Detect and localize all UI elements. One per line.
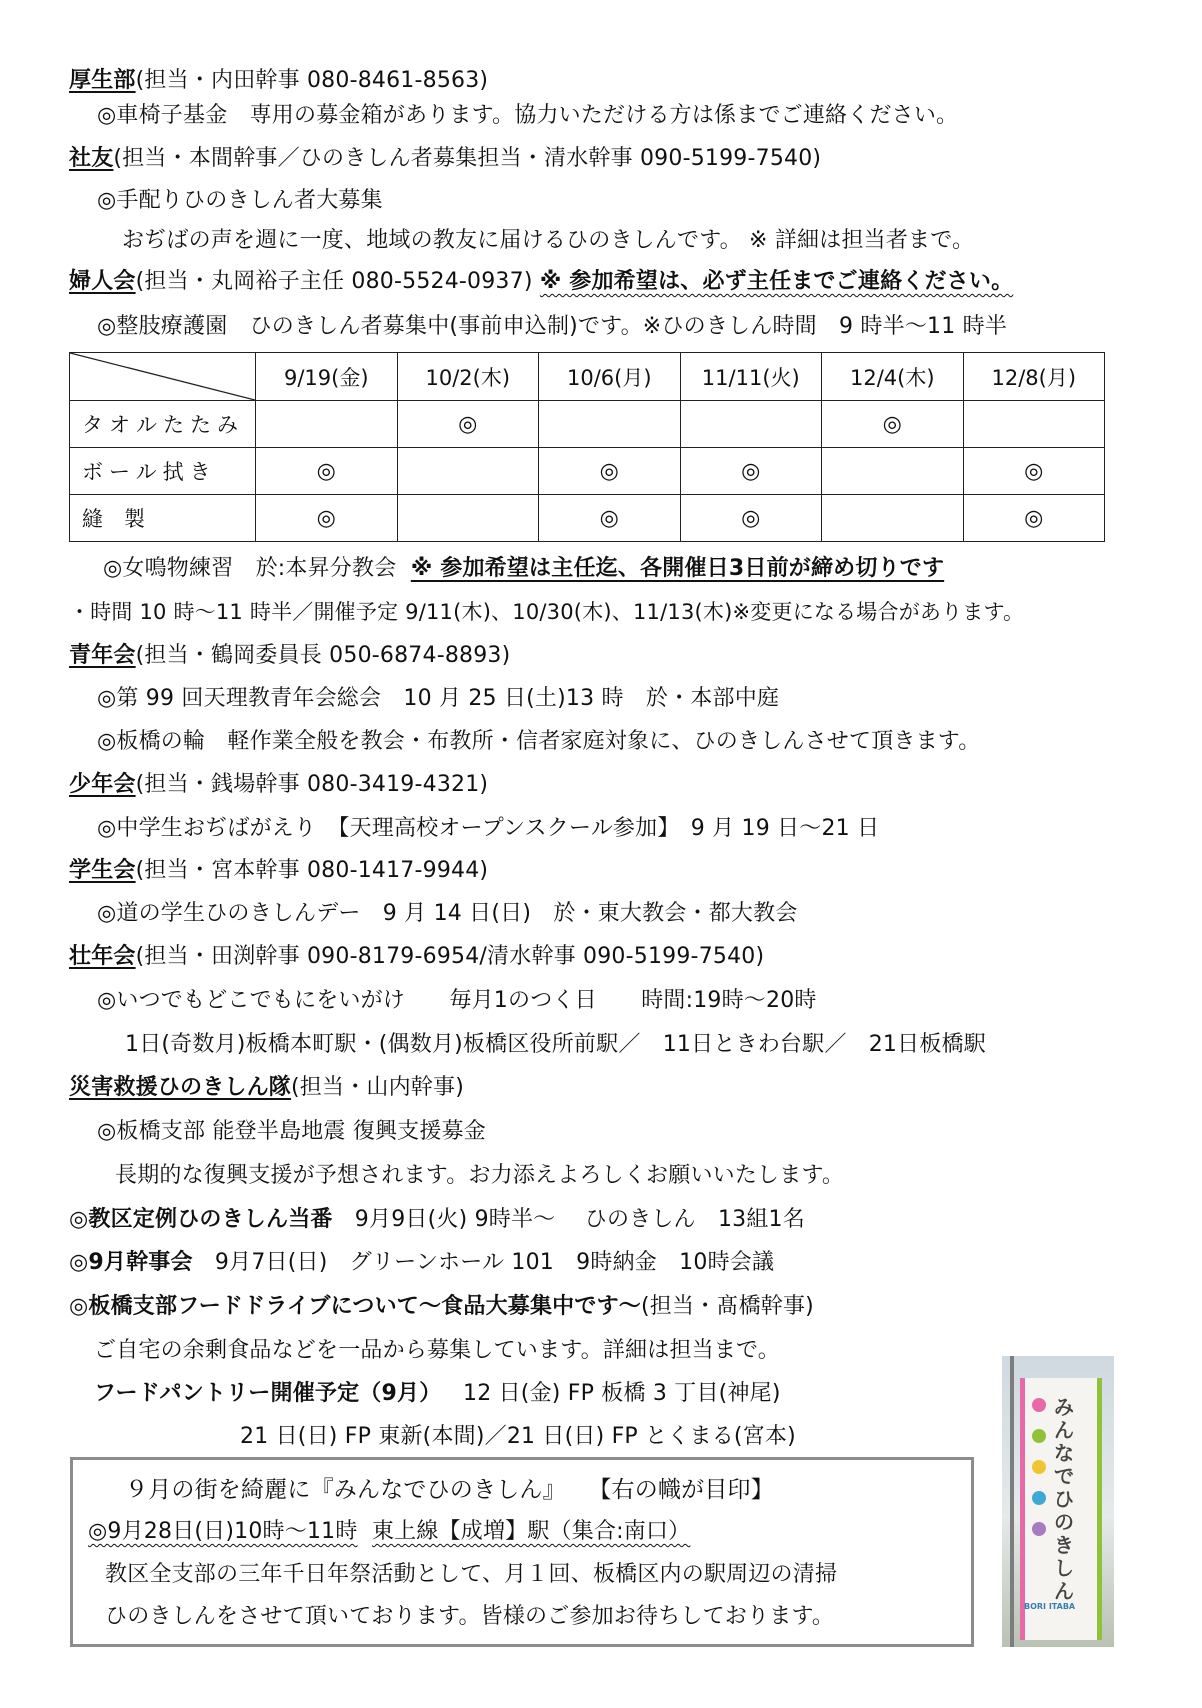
schedule-mark-cell: ◎	[963, 495, 1105, 542]
sonen-title: 壮年会	[69, 944, 136, 969]
banner-text: みんなでひのきしん	[1054, 1395, 1074, 1603]
shonen-title: 少年会	[69, 772, 136, 797]
food-pantry-label: フードパントリー開催予定（9月）	[94, 1381, 442, 1406]
banner-pole	[1010, 1356, 1014, 1647]
schedule-date: 12/4(木)	[822, 353, 964, 401]
box-desc2: ひのきしんをさせて頂いております。皆様のご参加お待ちしております。	[105, 1604, 835, 1629]
schedule-mark-cell: ◎	[539, 448, 681, 495]
nobori-banner-photo	[1002, 1356, 1114, 1647]
box-title-line	[125, 1475, 774, 1505]
food-title: ◎板橋支部フードドライブについて〜食品大募集中です〜	[69, 1294, 641, 1319]
saigai-item: ◎板橋支部 能登半島地震 復興支援募金	[97, 1119, 486, 1144]
kosei-header	[69, 66, 488, 96]
gakusei-title: 学生会	[69, 858, 136, 883]
schedule-date: 10/2(木)	[397, 353, 539, 401]
shayu-title: 社友	[69, 146, 114, 171]
joumeimono-time: ・時間 10 時〜11 時半／開催予定 9/11(木)、10/30(木)、11/13(木)※変更になる場合があります。	[69, 600, 1025, 624]
shayu-info: (担当・本間幹事／ひのきしん者募集担当・清水幹事 090-5199-7540)	[113, 146, 822, 171]
shayu-desc: おぢばの声を週に一度、地域の教友に届けるひのきしんです。 ※ 詳細は担当者まで。	[122, 228, 975, 253]
saigai-info: (担当・山内幹事)	[291, 1075, 464, 1100]
schedule-mark-cell	[963, 401, 1105, 448]
volunteer-schedule-table	[69, 352, 1105, 542]
shayu-item: ◎手配りひのきしん者大募集	[97, 188, 383, 213]
schedule-mark-cell: ◎	[397, 401, 539, 448]
schedule-mark-cell: ◎	[963, 448, 1105, 495]
fujin-note: ※ 参加希望は、必ず主任までご連絡ください。	[539, 269, 1014, 294]
fujin-info: (担当・丸岡裕子主任 080-5524-0937)	[135, 269, 533, 294]
saigai-header	[69, 1073, 464, 1103]
schedule-mark-cell	[822, 448, 964, 495]
shayu-header	[69, 144, 821, 174]
food-desc: ご自宅の余剰食品などを一品から募集しています。詳細は担当まで。	[94, 1338, 781, 1363]
kanjikai-label: ◎9月幹事会	[69, 1250, 193, 1275]
schedule-mark-cell	[397, 448, 539, 495]
kanjikai-detail: 9月7日(日) グリーンホール 101 9時納金 10時会議	[192, 1250, 775, 1275]
banner-dot	[1032, 1398, 1046, 1412]
shonen-item: ◎中学生おぢばがえり 【天理高校オープンスクール参加】 9 月 19 日〜21 日	[97, 816, 880, 841]
touban-line	[69, 1205, 805, 1235]
banner-dot	[1032, 1460, 1046, 1474]
schedule-mark-cell	[822, 495, 964, 542]
food-header	[69, 1292, 814, 1322]
joumeimono-item: ◎女鳴物練習 於:本昇分教会	[103, 556, 397, 581]
box-title: ９月の街を綺麗に『みんなでひのきしん』	[125, 1477, 566, 1503]
schedule-mark-cell	[256, 401, 398, 448]
kosei-title: 厚生部	[69, 68, 136, 93]
schedule-mark-cell: ◎	[822, 401, 964, 448]
joumeimono-line	[103, 554, 944, 584]
food-pantry2: 21 日(日) FP 東新(本間)／21 日(日) FP とくまる(宮本)	[240, 1424, 796, 1449]
joumeimono-note: ※ 参加希望は主任迄、各開催日3日前が締め切りです	[410, 556, 945, 581]
box-title-note: 【右の幟が目印】	[588, 1477, 774, 1503]
schedule-row-label: 縫 製	[70, 495, 256, 542]
seinen-item1: ◎第 99 回天理教青年会総会 10 月 25 日(土)13 時 於・本部中庭	[97, 686, 780, 711]
banner-small-text: BORI ITABA	[1024, 1602, 1076, 1611]
seinen-title: 青年会	[69, 643, 136, 668]
schedule-mark-cell: ◎	[680, 495, 822, 542]
fujin-header	[69, 267, 1013, 297]
banner-dot	[1032, 1491, 1046, 1505]
touban-detail: 9月9日(火) 9時半〜 ひのきしん 13組1名	[332, 1207, 805, 1232]
gakusei-header	[69, 856, 488, 886]
sonen-header	[69, 942, 764, 972]
banner-dot	[1032, 1429, 1046, 1443]
sonen-info: (担当・田渕幹事 090-8179-6954/清水幹事 090-5199-7540)	[135, 944, 765, 969]
schedule-mark-cell: ◎	[680, 448, 822, 495]
gakusei-info: (担当・宮本幹事 080-1417-9944)	[135, 858, 489, 883]
banner-circles	[1032, 1398, 1050, 1553]
saigai-desc: 長期的な復興支援が予想されます。お力添えよろしくお願いいたします。	[115, 1163, 845, 1188]
schedule-mark-cell: ◎	[256, 448, 398, 495]
schedule-mark-cell	[539, 401, 681, 448]
schedule-row	[70, 448, 1105, 495]
seinen-info: (担当・鶴岡委員長 050-6874-8893)	[135, 643, 511, 668]
schedule-mark-cell: ◎	[256, 495, 398, 542]
touban-label: ◎教区定例ひのきしん当番	[69, 1207, 333, 1232]
schedule-row-label: ボール拭き	[70, 448, 256, 495]
schedule-date: 11/11(火)	[680, 353, 822, 401]
kanjikai-line	[69, 1248, 774, 1278]
kosei-item: ◎車椅子基金 専用の募金箱があります。協力いただける方は係までご連絡ください。	[97, 103, 959, 128]
shonen-header	[69, 770, 488, 800]
saigai-title: 災害救援ひのきしん隊	[69, 1075, 292, 1100]
schedule-date: 12/8(月)	[963, 353, 1105, 401]
kosei-info: (担当・内田幹事 080-8461-8563)	[135, 68, 489, 93]
schedule-mark-cell	[680, 401, 822, 448]
box-desc1: 教区全支部の三年千日年祭活動として、月１回、板橋区内の駅周辺の清掃	[105, 1562, 838, 1587]
seinen-header	[69, 641, 510, 671]
box-date: ◎9月28日(日)10時〜11時	[88, 1519, 358, 1544]
shonen-info: (担当・銭場幹事 080-3419-4321)	[135, 772, 489, 797]
schedule-row-label: タオルたたみ	[70, 401, 256, 448]
sonen-item: ◎いつでもどこでもにをいがけ 毎月1のつく日 時間:19時〜20時	[97, 988, 817, 1013]
seinen-item2: ◎板橋の輪 軽作業全般を教会・布教所・信者家庭対象に、ひのきしんさせて頂きます。	[97, 729, 981, 754]
schedule-date: 9/19(金)	[256, 353, 398, 401]
diagonal-line	[70, 353, 255, 400]
schedule-corner-cell	[70, 353, 256, 401]
schedule-row	[70, 401, 1105, 448]
fujin-item: ◎整肢療護園 ひのきしん者募集中(事前申込制)です。※ひのきしん時間 9 時半〜11 時半	[97, 314, 1008, 339]
banner-dot	[1032, 1522, 1046, 1536]
food-pantry-line	[94, 1379, 781, 1409]
gakusei-item: ◎道の学生ひのきしんデー 9 月 14 日(日) 於・東大教会・都大教会	[97, 901, 798, 926]
food-pantry1: 12 日(金) FP 板橋 3 丁目(神尾)	[463, 1381, 781, 1406]
box-date-line	[88, 1517, 690, 1547]
sonen-detail: 1日(奇数月)板橋本町駅・(偶数月)板橋区役所前駅／ 11日ときわ台駅／ 21日板橋駅	[125, 1032, 986, 1057]
schedule-date: 10/6(月)	[539, 353, 681, 401]
food-info: (担当・髙橋幹事)	[640, 1294, 814, 1319]
schedule-mark-cell	[397, 495, 539, 542]
box-place: 東上線【成増】駅（集合:南口）	[371, 1519, 691, 1544]
fujin-title: 婦人会	[69, 269, 136, 294]
schedule-mark-cell: ◎	[539, 495, 681, 542]
schedule-row	[70, 495, 1105, 542]
schedule-header-row	[70, 353, 1105, 401]
